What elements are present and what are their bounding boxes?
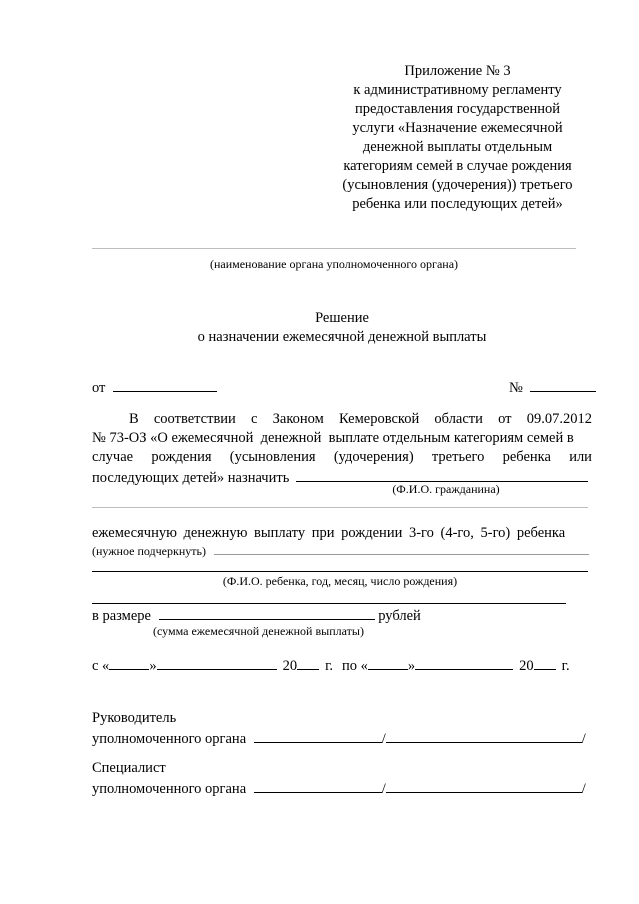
head-org-row: уполномоченного органа / / — [92, 728, 586, 747]
amount-caption: (сумма ежемесячной денежной выплаты) — [153, 624, 364, 638]
specialist-signature-block — [92, 759, 586, 797]
period-from-day[interactable] — [109, 655, 149, 670]
body-word: ребенка — [502, 449, 551, 465]
amount-row — [92, 605, 421, 626]
specialist-role: Специалист — [92, 760, 166, 776]
body-word: (удочерения) — [333, 449, 414, 465]
appendix-line: Приложение № 3 — [404, 63, 511, 79]
period-from-year[interactable] — [297, 655, 319, 670]
body-word: (усыновления — [229, 449, 316, 465]
body-word: с — [251, 411, 258, 427]
number-label: № — [509, 380, 523, 396]
appendix-line: категориям семей в случае рождения — [343, 158, 572, 174]
amount-label: в размере — [92, 608, 151, 624]
period-to-quote: » — [407, 658, 416, 674]
appendix-line: к административному регламенту — [353, 82, 562, 98]
number-field[interactable] — [530, 377, 596, 392]
body-word: Законом — [272, 411, 324, 427]
body-word: от — [498, 411, 512, 427]
head-name-field[interactable] — [386, 728, 582, 743]
period-to-label: по « — [342, 658, 368, 674]
child-caption: (Ф.И.О. ребенка, год, месяц, число рождения) — [222, 574, 458, 588]
period-to-day[interactable] — [368, 655, 408, 670]
period-to-month[interactable] — [415, 655, 513, 670]
citizen-extra-line[interactable] — [92, 507, 588, 508]
period-from-year-prefix: 20 — [282, 658, 298, 674]
body-word: рождения — [151, 449, 212, 465]
body-word: 09.07.2012 — [526, 411, 592, 427]
specialist-org-row: уполномоченного органа / / — [92, 778, 586, 797]
appendix-line: денежной выплаты отдельным — [362, 139, 553, 155]
payment-line: ежемесячную денежную выплату при рождении 3-го (4-го, 5-го) ребенка — [92, 525, 566, 541]
period-from-year-suffix: г. — [325, 658, 333, 674]
authority-line[interactable] — [92, 248, 576, 249]
specialist-org: уполномоченного органа — [92, 781, 247, 797]
period-to-year-suffix: г. — [561, 658, 570, 674]
specialist-name-field[interactable] — [386, 778, 582, 793]
body-word: Кемеровской — [339, 411, 420, 427]
document-subtitle: о назначении ежемесячной денежной выплаты — [197, 329, 487, 345]
document-title: Решение — [315, 310, 369, 326]
body-line-1 — [92, 410, 592, 429]
period-from-label: с « — [92, 658, 110, 674]
body-word: третьего — [431, 449, 485, 465]
period-to-year[interactable] — [534, 655, 556, 670]
from-label: от — [92, 380, 106, 396]
period-to-year-prefix: 20 — [519, 658, 534, 674]
head-role: Руководитель — [92, 710, 177, 726]
appendix-block — [340, 62, 575, 214]
body-word: или — [569, 449, 592, 465]
body-word: соответствии — [153, 411, 236, 427]
assign-text: последующих детей» назначить — [92, 470, 290, 486]
body-word: области — [434, 411, 483, 427]
head-org: уполномоченного органа — [92, 731, 247, 747]
head-signature-field[interactable] — [254, 728, 382, 743]
date-field[interactable] — [113, 377, 217, 392]
body-paragraph — [92, 410, 592, 486]
underline-note: (нужное подчеркнуть) — [92, 544, 206, 558]
head-signature-block — [92, 709, 586, 747]
date-row — [92, 377, 217, 398]
child-info-line[interactable] — [92, 571, 588, 572]
appendix-line: (усыновления (удочерения)) третьего — [342, 177, 573, 193]
citizen-caption: (Ф.И.О. гражданина) — [392, 482, 500, 496]
appendix-line: предоставления государственной — [354, 101, 561, 117]
body-word: В — [129, 411, 139, 427]
underline-note-row — [92, 542, 589, 561]
period-from-quote: » — [149, 658, 157, 674]
specialist-signature-field[interactable] — [254, 778, 382, 793]
appendix-line: ребенка или последующих детей» — [352, 196, 563, 212]
amount-currency: рублей — [378, 608, 421, 624]
child-extra-line[interactable] — [92, 603, 566, 604]
number-row — [509, 377, 596, 398]
period-row — [92, 655, 592, 676]
payment-detail-field[interactable] — [214, 544, 589, 555]
authority-caption: (наименование органа уполномоченного органа) — [209, 257, 459, 271]
body-word: случае — [92, 449, 134, 465]
citizen-name-field[interactable] — [296, 467, 588, 482]
period-from-month[interactable] — [157, 655, 277, 670]
appendix-line: услуги «Назначение ежемесячной — [352, 120, 563, 136]
body-line-2: № 73-ОЗ «О ежемесячной денежной выплате отдельным категориям семей в — [92, 430, 574, 446]
body-line-3 — [92, 448, 592, 467]
amount-field[interactable] — [159, 605, 375, 620]
